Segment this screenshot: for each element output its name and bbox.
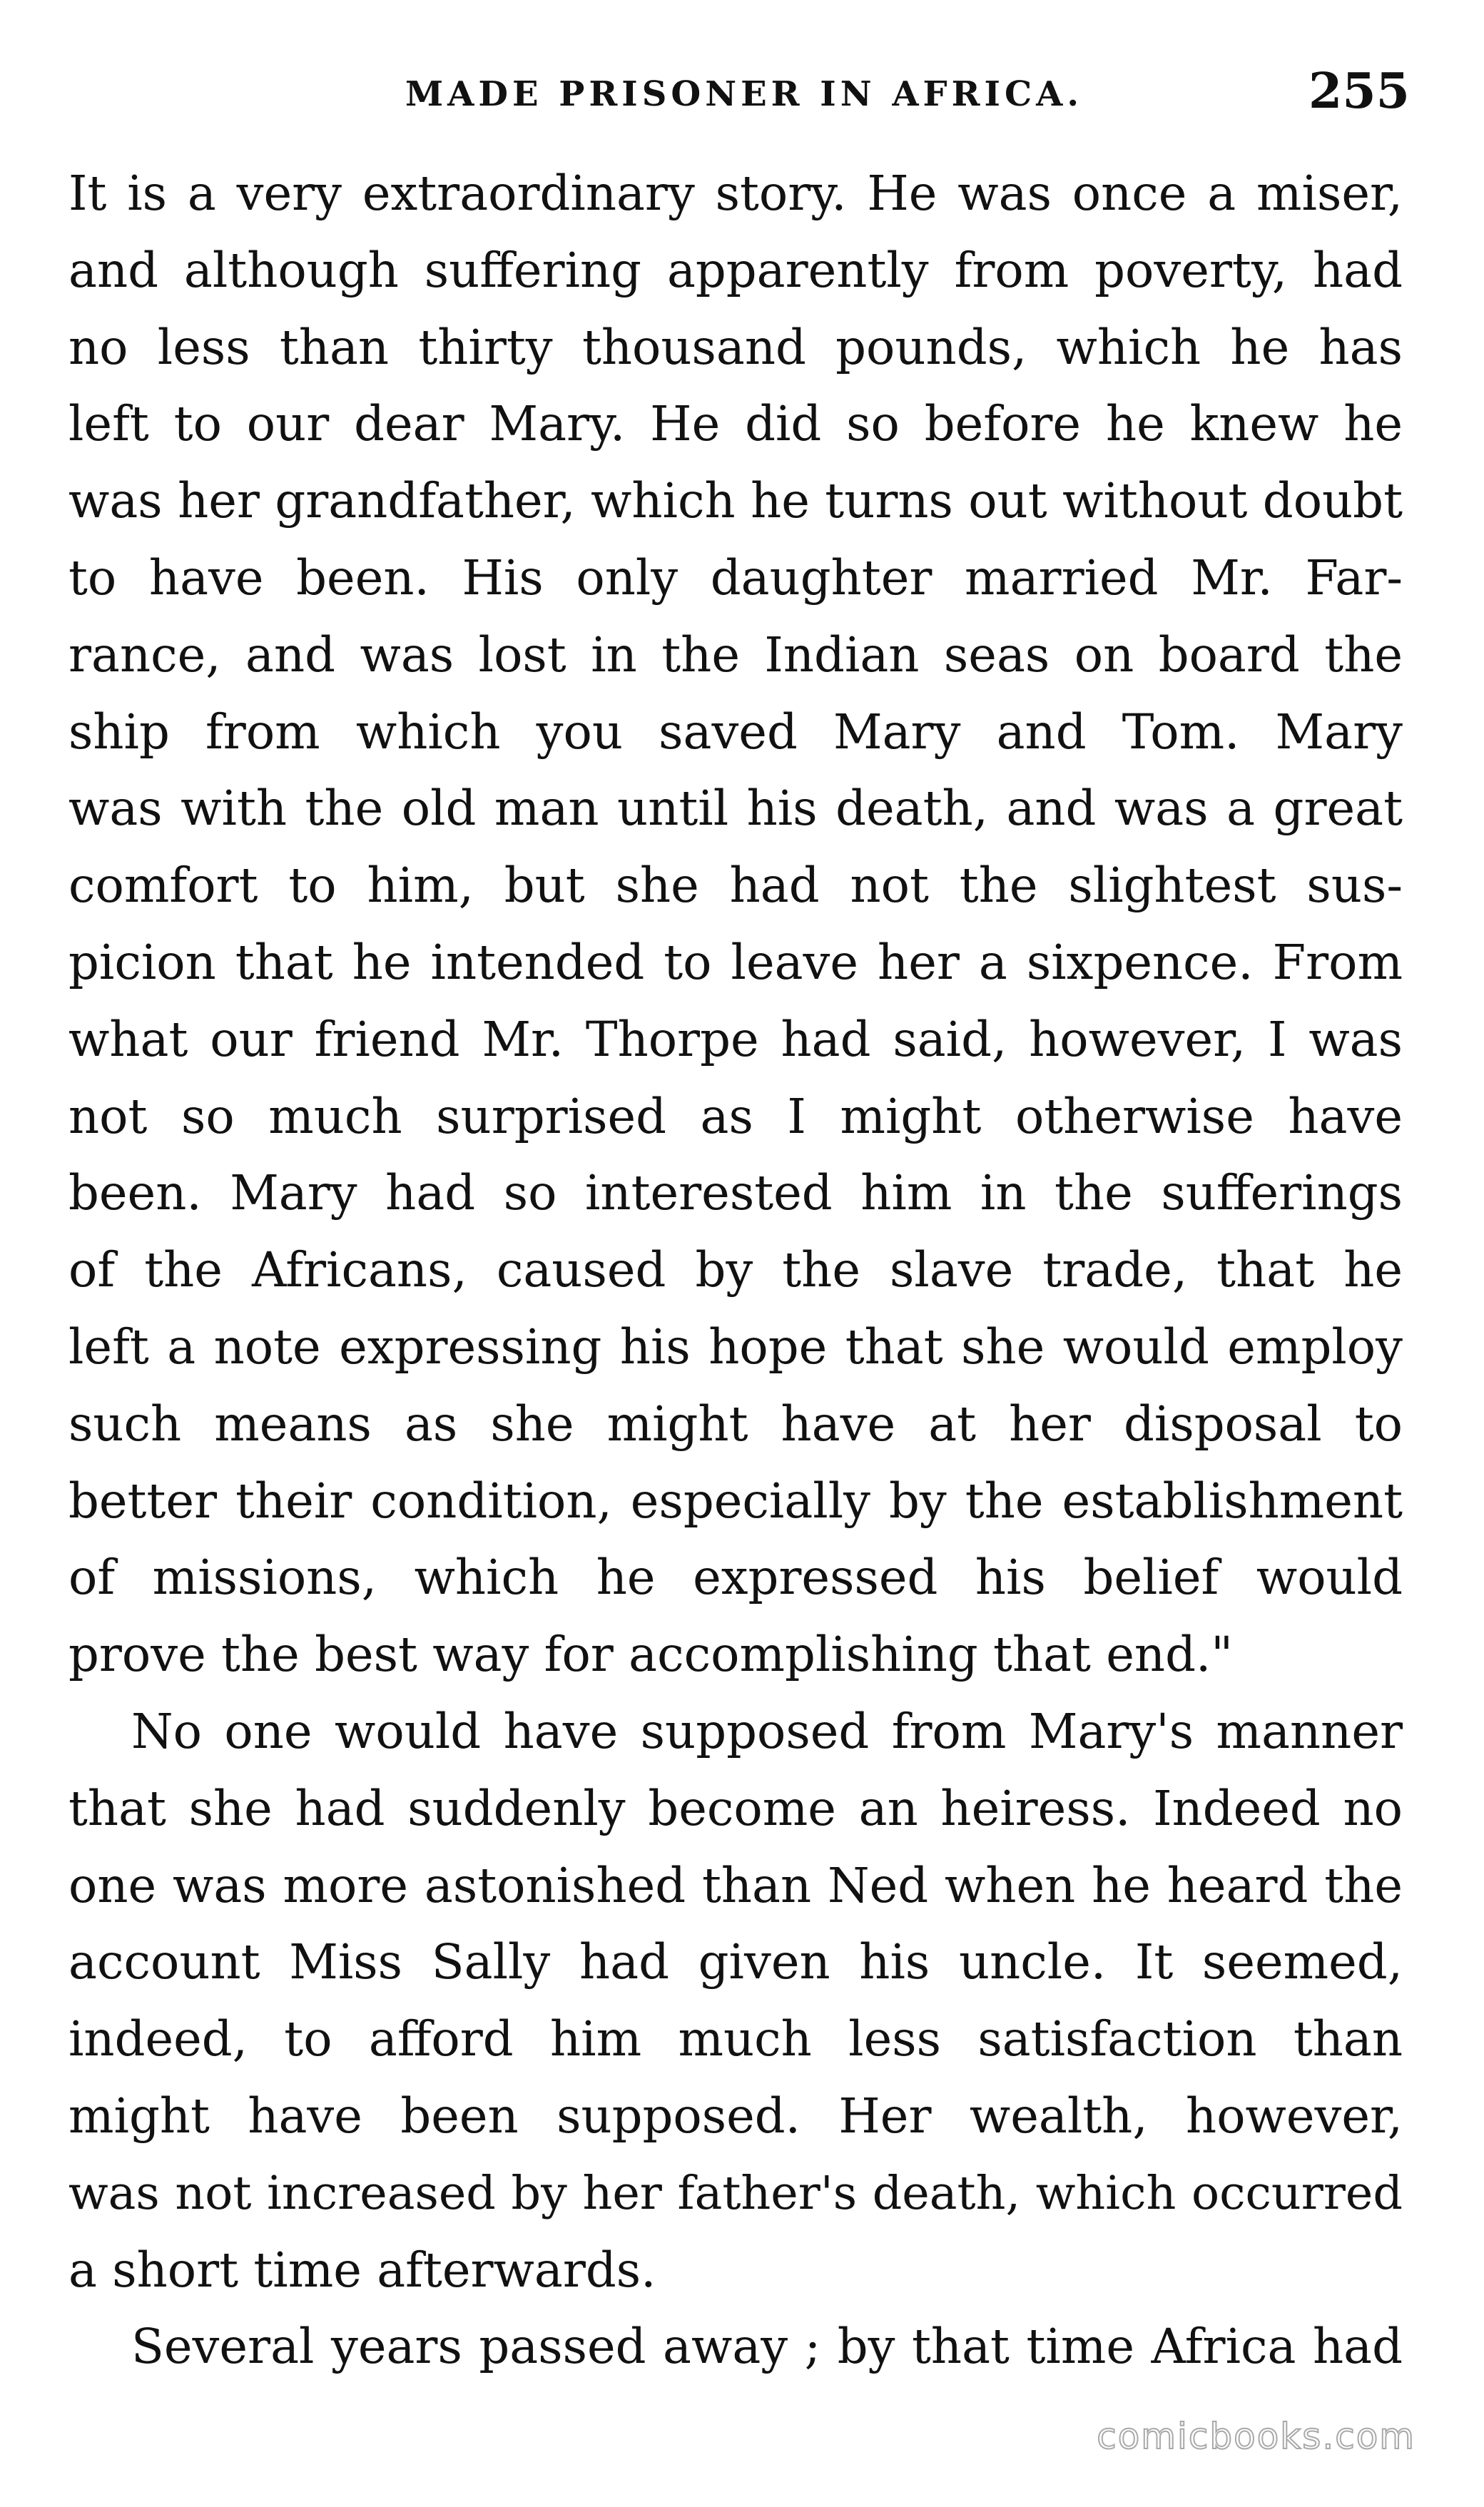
text-line: ship from which you saved Mary and Tom. Mary [68,703,1403,760]
body-text [68,156,1403,2386]
text-line: left a note expressing his hope that she would employ [68,1318,1403,1375]
text-line: was not increased by her father's death, which occurred [68,2166,1403,2220]
text-line: what our friend Mr. Thorpe had said, however, I was [68,1011,1403,1067]
text-line: comfort to him, but she had not the slightest sus- [68,858,1403,914]
text-line: to have been. His only daughter married Mr. Far- [68,549,1403,606]
text-line: of the Africans, caused by the slave trade, that he [68,1242,1403,1298]
text-line: Several years passed away ; by that time Africa had [131,2319,1403,2375]
text-line: such means as she might have at her disposal to [68,1395,1403,1452]
text-line: no less than thirty thousand pounds, which he has [68,319,1403,375]
page-number: 255 [1308,63,1410,120]
text-line: rance, and was lost in the Indian seas on board the [68,626,1403,683]
text-line: indeed, to afford him much less satisfaction than [68,2011,1403,2068]
text-line: might have been supposed. Her wealth, however, [68,2088,1403,2144]
text-line: that she had suddenly become an heiress. Indeed no [68,1780,1403,1836]
text-line: of missions, which he expressed his belief would [68,1550,1403,1606]
text-line: better their condition, especially by the establishment [68,1473,1403,1529]
text-line: was with the old man until his death, and was a great [68,780,1403,837]
text-line: not so much surprised as I might otherwise have [68,1088,1403,1144]
text-line: been. Mary had so interested him in the sufferings [68,1165,1403,1221]
text-line: prove the best way for accomplishing that end." [68,1627,1234,1683]
text-line: was her grandfather, which he turns out without doubt [68,473,1403,529]
text-line: one was more astonished than Ned when he heard the [68,1857,1403,1913]
text-line: and although suffering apparently from poverty, had [68,242,1403,298]
text-line: It is a very extraordinary story. He was once a miser, [68,166,1403,221]
text-line: left to our dear Mary. He did so before he knew he [68,396,1403,452]
text-line: account Miss Sally had given his uncle. It seemed, [68,1934,1403,1990]
text-line: picion that he intended to leave her a sixpence. From [68,934,1403,990]
text-line: No one would have supposed from Mary's manner [131,1703,1403,1759]
running-title: MADE PRISONER IN AFRICA. [405,74,1084,114]
watermark: comicbooks.com [1097,2416,1416,2457]
text-line: a short time afterwards. [68,2242,656,2298]
